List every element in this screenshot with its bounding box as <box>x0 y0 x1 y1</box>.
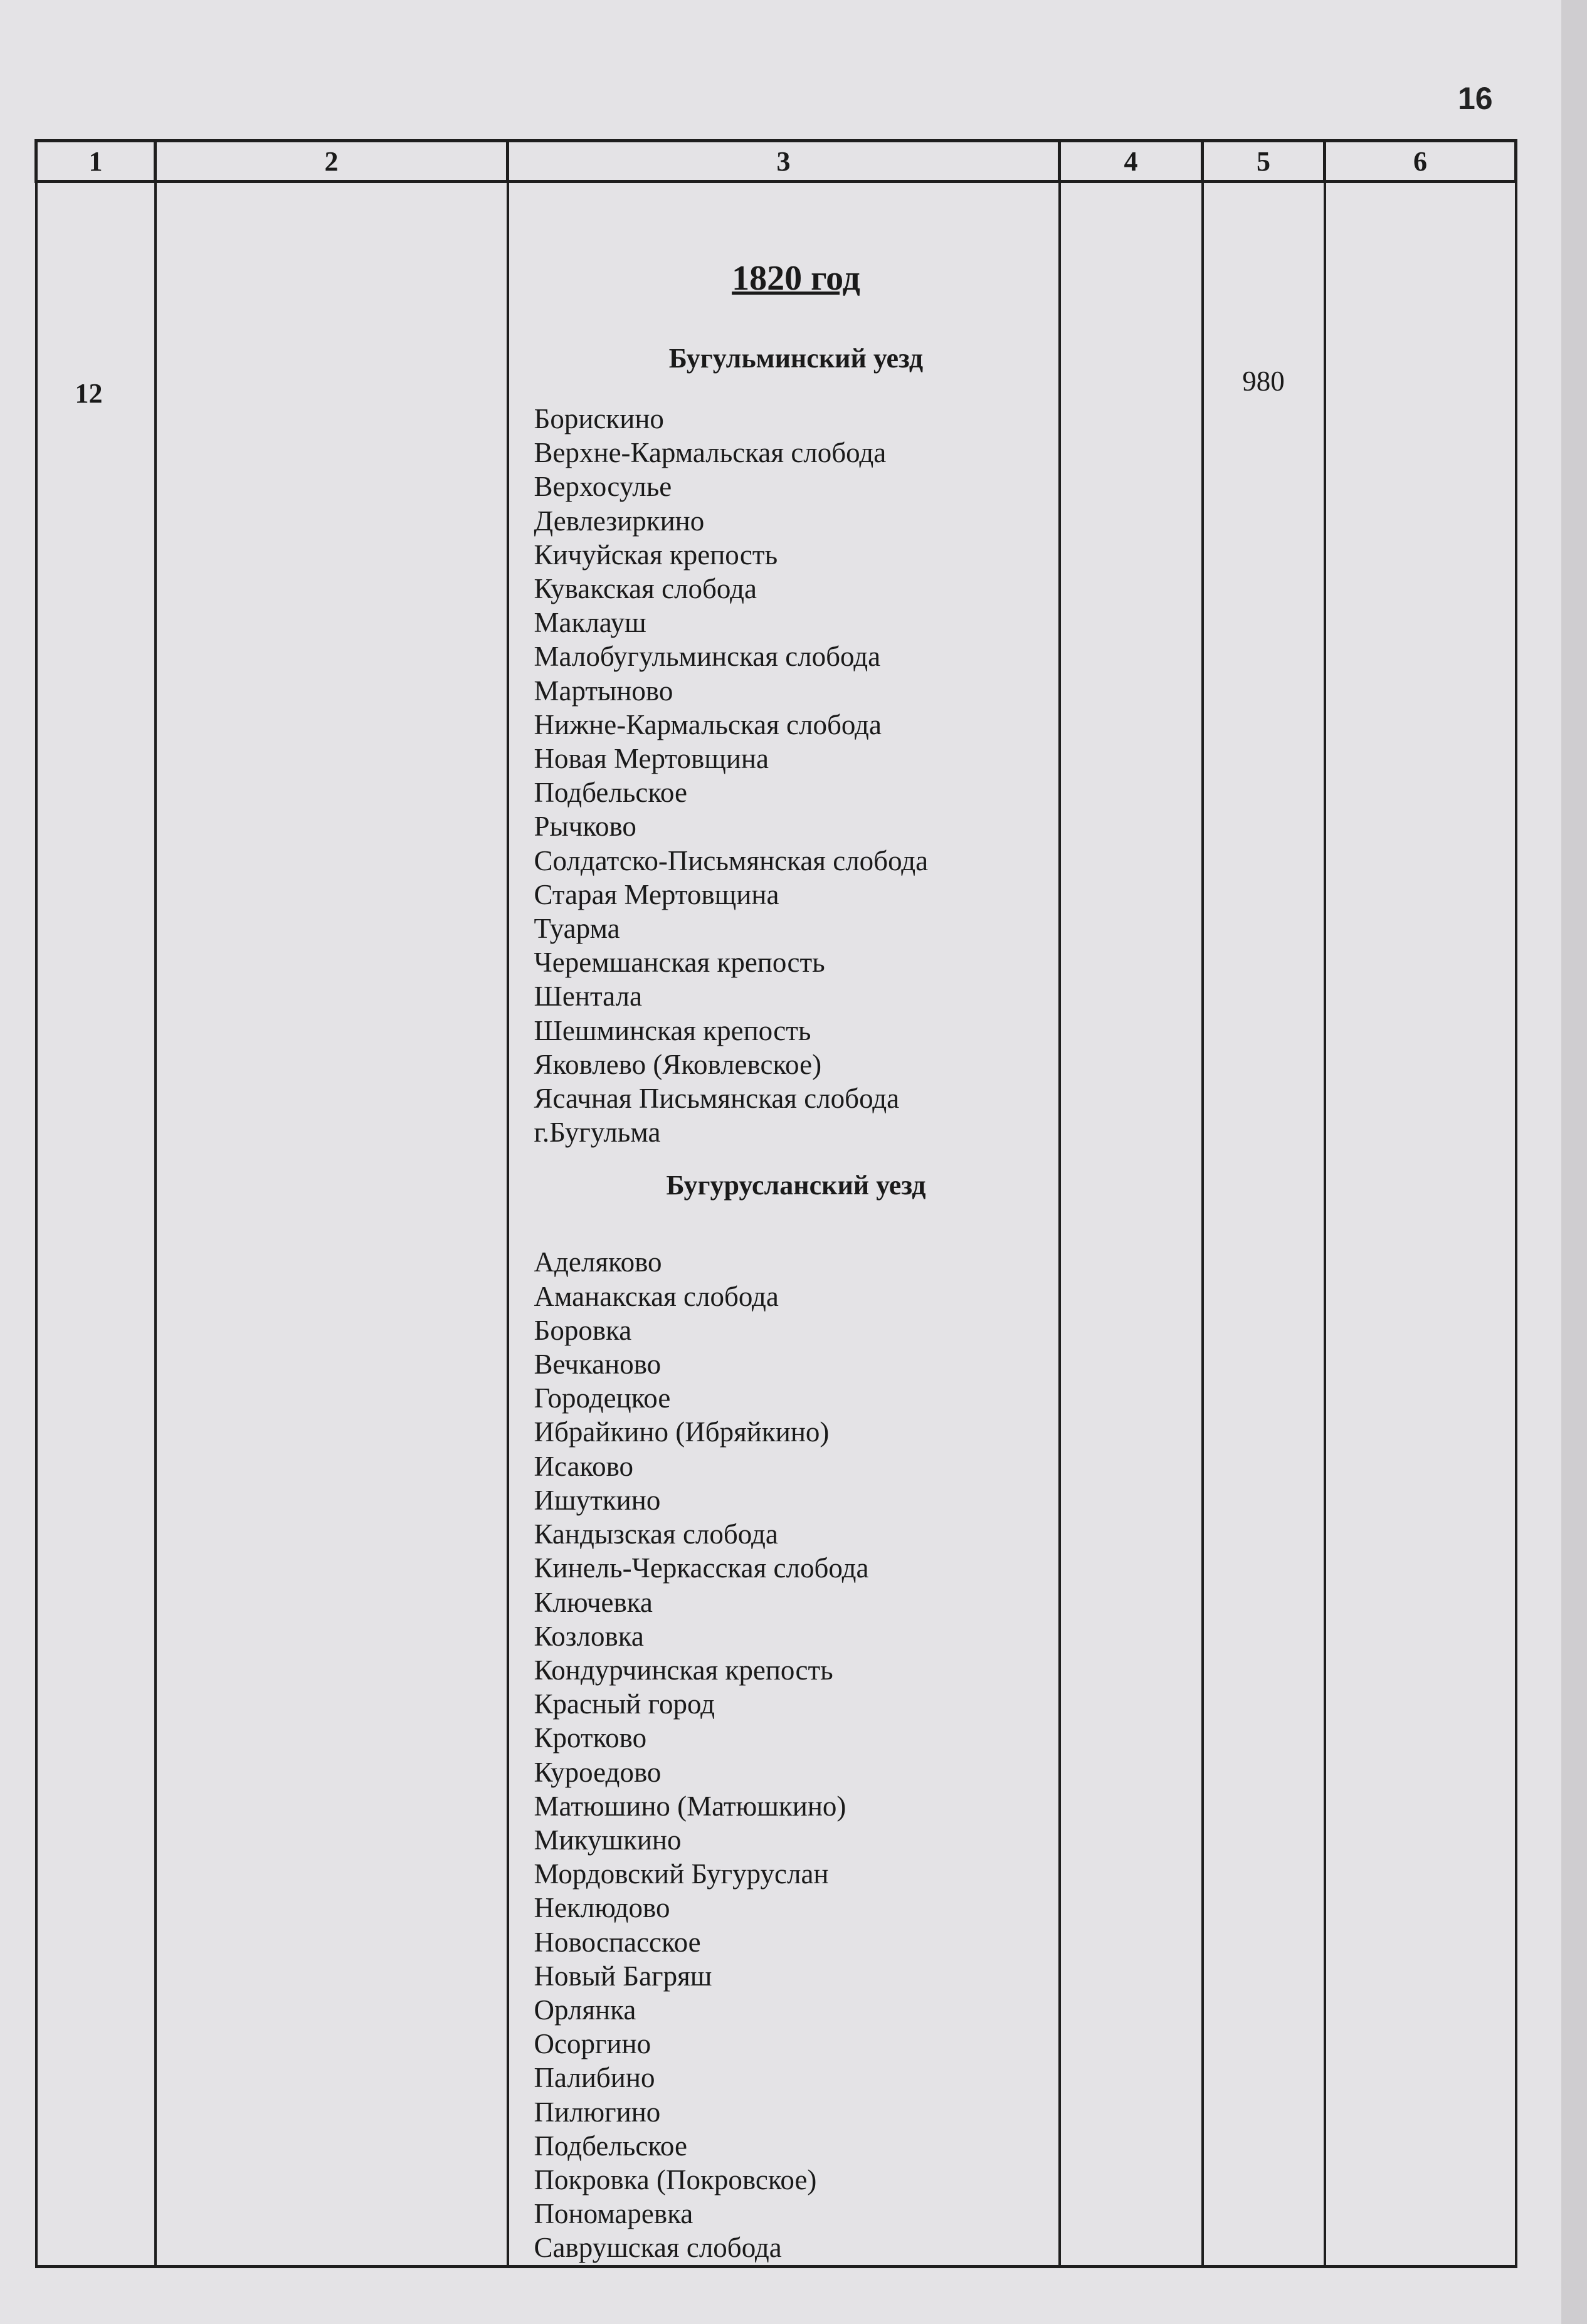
place-item: Мартыново <box>534 675 673 707</box>
cell-col5 <box>1203 182 1325 2267</box>
place-item: Орлянка <box>534 1994 636 2026</box>
column-header: 2 <box>156 141 508 182</box>
cell-col4 <box>1060 182 1203 2267</box>
place-item: Ишуткино <box>534 1484 661 1516</box>
place-item: Малобугульминская слобода <box>534 641 881 673</box>
place-item: Солдатско-Письмянская слобода <box>534 844 929 876</box>
place-item: Осоргино <box>534 2028 651 2060</box>
place-item: Нижне-Кармальская слобода <box>534 708 882 740</box>
cell-col3 <box>508 182 1060 2267</box>
place-item: Городецкое <box>534 1382 671 1414</box>
year-heading: 1820 год <box>732 259 860 298</box>
header-row <box>36 141 1516 182</box>
place-item: Кротково <box>534 1722 647 1754</box>
place-item: Кичуйская крепость <box>534 539 778 570</box>
place-item: Ключевка <box>534 1586 653 1618</box>
place-item: Подбельское <box>534 777 687 809</box>
place-item: Боровка <box>534 1314 632 1346</box>
place-item: Борискино <box>534 403 664 434</box>
cell-col6 <box>1325 182 1516 2267</box>
place-item: Верхне-Кармальская слобода <box>534 437 887 469</box>
count-value: 980 <box>1242 365 1285 397</box>
column-header: 5 <box>1203 141 1325 182</box>
place-item: Новоспасское <box>534 1926 701 1958</box>
place-item: Неклюдово <box>534 1892 670 1924</box>
place-item: Ибрайкино (Ибряйкино) <box>534 1416 830 1448</box>
column-header: 6 <box>1325 141 1516 182</box>
place-item: Кувакская слобода <box>534 573 757 605</box>
place-item: Микушкино <box>534 1824 682 1856</box>
place-item: Кондурчинская крепость <box>534 1654 833 1686</box>
place-item: Кинель-Черкасская слобода <box>534 1552 869 1584</box>
uezd-heading: Бугурусланский уезд <box>666 1170 926 1201</box>
place-item: Красный город <box>534 1688 715 1720</box>
place-item: Новая Мертовщина <box>534 743 769 775</box>
cell-col2 <box>156 182 508 2267</box>
column-header: 1 <box>36 141 156 182</box>
place-item: Мордовский Бугуруслан <box>534 1858 829 1890</box>
column-header: 4 <box>1060 141 1203 182</box>
place-item: Верхосулье <box>534 471 672 503</box>
register-table <box>34 139 1517 2268</box>
place-list <box>534 402 1058 1149</box>
place-item: Матюшино (Матюшкино) <box>534 1790 846 1822</box>
place-item: Рычково <box>534 811 636 843</box>
place-item: Пилюгино <box>534 2096 661 2128</box>
place-item: Маклауш <box>534 607 646 639</box>
place-item: Исаково <box>534 1450 634 1482</box>
place-item: Шешминская крепость <box>534 1014 811 1046</box>
place-item: Девлезиркино <box>534 505 705 537</box>
place-item: Аделяково <box>534 1246 662 1278</box>
table-row <box>36 182 1516 2267</box>
column-header: 3 <box>508 141 1060 182</box>
place-item: Пономаревка <box>534 2198 693 2230</box>
place-item: Кандызская слобода <box>534 1518 778 1550</box>
uezd-heading: Бугульминский уезд <box>668 343 924 374</box>
place-item: Новый Багряш <box>534 1960 712 1992</box>
place-item: Туарма <box>534 913 620 945</box>
place-item: г.Бугульма <box>534 1117 661 1149</box>
place-item: Черемшанская крепость <box>534 947 825 979</box>
place-item: Вечканово <box>534 1349 662 1380</box>
place-item: Яковлево (Яковлевское) <box>534 1048 822 1080</box>
place-item: Покровка (Покровское) <box>534 2164 817 2195</box>
row-number: 12 <box>75 378 103 409</box>
place-item: Куроедово <box>534 1756 662 1788</box>
place-item: Подбельское <box>534 2130 687 2162</box>
place-item: Саврушская слобода <box>534 2232 782 2264</box>
cell-col1 <box>36 182 156 2267</box>
place-item: Палибино <box>534 2062 655 2094</box>
place-item: Шентала <box>534 981 642 1012</box>
place-list <box>534 1245 1058 2264</box>
place-item: Козловка <box>534 1620 644 1652</box>
place-item: Аманакская слобода <box>534 1280 779 1312</box>
place-item: Ясачная Письмянская слобода <box>534 1083 900 1115</box>
place-item: Старая Мертовщина <box>534 878 779 910</box>
page-number: 16 <box>1458 81 1493 116</box>
